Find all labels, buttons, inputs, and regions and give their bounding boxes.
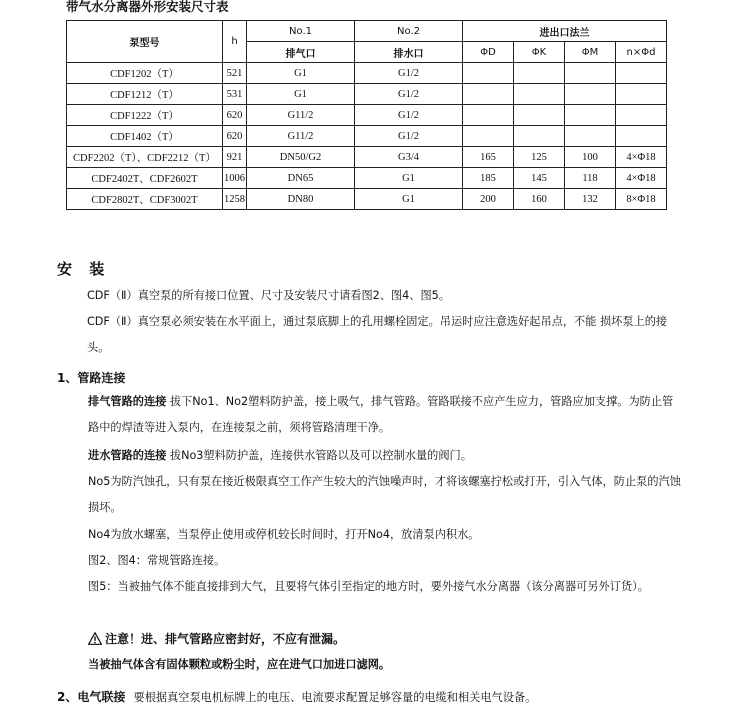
cell-m: 118 [565,168,616,189]
cell-no2: G3/4 [355,147,463,168]
table-title: 带气水分离器外形安装尺寸表 [66,0,229,14]
cell-no1: DN65 [247,168,355,189]
cell-m [565,126,616,147]
install-heading: 安 装 [57,260,111,278]
cell-d [463,105,514,126]
cell-nd: 8×Φ18 [616,189,667,210]
cell-m: 132 [565,189,616,210]
header-phi-m: ΦM [565,42,616,63]
cell-no2: G1/2 [355,126,463,147]
fig5-paragraph: 图5：当被抽气体不能直接排到大气，且要将气体引至指定的地方时，要外接气水分离器（该分离器可另外订货）。 [88,580,649,593]
cell-no1: G11/2 [247,105,355,126]
header-phi-d: ΦD [463,42,514,63]
inlet-pipe-text: 拔No3塑料防护盖，连接供水管路以及可以控制水量的阀门。 [166,449,472,462]
dimension-table [66,20,667,210]
exhaust-pipe-text: 拔下No1、No2塑料防护盖，接上吸气，排气管路。管路联接不应产生应力，管路应加支撑。为防止管路中的焊渣等进入泵内，在连接泵之前，须将管路清理干净。 [88,395,674,434]
cell-d [463,63,514,84]
warning-triangle-icon [88,632,102,645]
cell-model: CDF2402T、CDF2602T [67,168,223,189]
electric-text: 要根据真空泵电机标牌上的电压、电流要求配置足够容量的电缆和相关电气设备。 [133,691,537,704]
header-no1: No.1 [247,21,355,42]
install-text-1: CDF（Ⅱ）真空泵的所有接口位置、尺寸及安装尺寸请看图2、图4、图5。 [87,289,450,302]
cell-nd [616,105,667,126]
cell-h: 620 [223,126,247,147]
no4-paragraph: No4为放水螺塞，当泵停止使用或停机较长时间时，打开No4，放清泵内积水。 [88,528,480,541]
cell-m [565,105,616,126]
cell-model: CDF1402（T） [67,126,223,147]
exhaust-pipe-label: 排气管路的连接 [88,395,167,408]
cell-k: 145 [514,168,565,189]
cell-k [514,84,565,105]
cell-nd: 4×Φ18 [616,168,667,189]
cell-nd [616,126,667,147]
cell-model: CDF2202（T）、CDF2212（T） [67,147,223,168]
cell-no1: G11/2 [247,126,355,147]
solid-particles-paragraph: 当被抽气体含有固体颗粒或粉尘时，应在进气口加进口滤网。 [88,658,391,671]
header-h: h [223,21,247,63]
header-flange: 进出口法兰 [463,21,667,42]
table-row [67,147,667,168]
table-row [67,189,667,210]
cell-nd: 4×Φ18 [616,147,667,168]
header-drain-port: 排水口 [355,42,463,63]
pipe-connection-heading: 1、管路连接 [57,371,126,385]
cell-d [463,84,514,105]
exhaust-pipe-paragraph [88,389,683,441]
cell-d: 200 [463,189,514,210]
cell-nd [616,63,667,84]
cell-k [514,105,565,126]
install-text-2: CDF（Ⅱ）真空泵必须安装在水平面上，通过泵底脚上的孔用螺栓固定。吊运时应注意选好起吊点，不能 损坏泵上的接头。 [87,315,668,354]
cell-model: CDF1222（T） [67,105,223,126]
cell-k: 160 [514,189,565,210]
table-row [67,126,667,147]
warning-paragraph [88,626,683,653]
fig24-paragraph: 图2、图4：常规管路连接。 [88,554,226,567]
cell-no2: G1 [355,168,463,189]
electric-connection-paragraph [57,688,536,705]
no5-paragraph: No5为防汽蚀孔，只有泵在接近极限真空工作产生较大的汽蚀噪声时，才将该螺塞拧松或打开，引入气体，防止泵的汽蚀损坏。 [88,475,681,514]
cell-model: CDF2802T、CDF3002T [67,189,223,210]
cell-h: 521 [223,63,247,84]
cell-k [514,63,565,84]
cell-d [463,126,514,147]
header-no2: No.2 [355,21,463,42]
cell-h: 531 [223,84,247,105]
header-phi-k: ΦK [514,42,565,63]
cell-no1: G1 [247,63,355,84]
cell-h: 1006 [223,168,247,189]
table-row [67,105,667,126]
cell-no1: G1 [247,84,355,105]
cell-h: 1258 [223,189,247,210]
header-n-phi-d: n×Φd [616,42,667,63]
install-paragraph-1 [57,283,682,309]
header-exhaust-port: 排气口 [247,42,355,63]
inlet-pipe-label: 进水管路的连接 [88,449,167,462]
table-row [67,168,667,189]
cell-h: 921 [223,147,247,168]
cell-m [565,84,616,105]
table-row [67,63,667,84]
inlet-pipe-paragraph [88,443,683,469]
cell-m [565,63,616,84]
header-pump-model: 泵型号 [67,21,223,63]
cell-no2: G1/2 [355,105,463,126]
cell-d: 185 [463,168,514,189]
cell-no2: G1/2 [355,63,463,84]
cell-m: 100 [565,147,616,168]
cell-model: CDF1202（T） [67,63,223,84]
install-paragraph-2 [57,309,682,361]
cell-k: 125 [514,147,565,168]
cell-no1: DN80 [247,189,355,210]
cell-d: 165 [463,147,514,168]
table-row [67,84,667,105]
cell-no2: G1 [355,189,463,210]
electric-heading: 2、电气联接 [57,690,126,704]
cell-no2: G1/2 [355,84,463,105]
cell-k [514,126,565,147]
cell-nd [616,84,667,105]
cell-model: CDF1212（T） [67,84,223,105]
warning-text: 注意！进、排气管路应密封好，不应有泄漏。 [105,632,346,646]
cell-no1: DN50/G2 [247,147,355,168]
cell-h: 620 [223,105,247,126]
